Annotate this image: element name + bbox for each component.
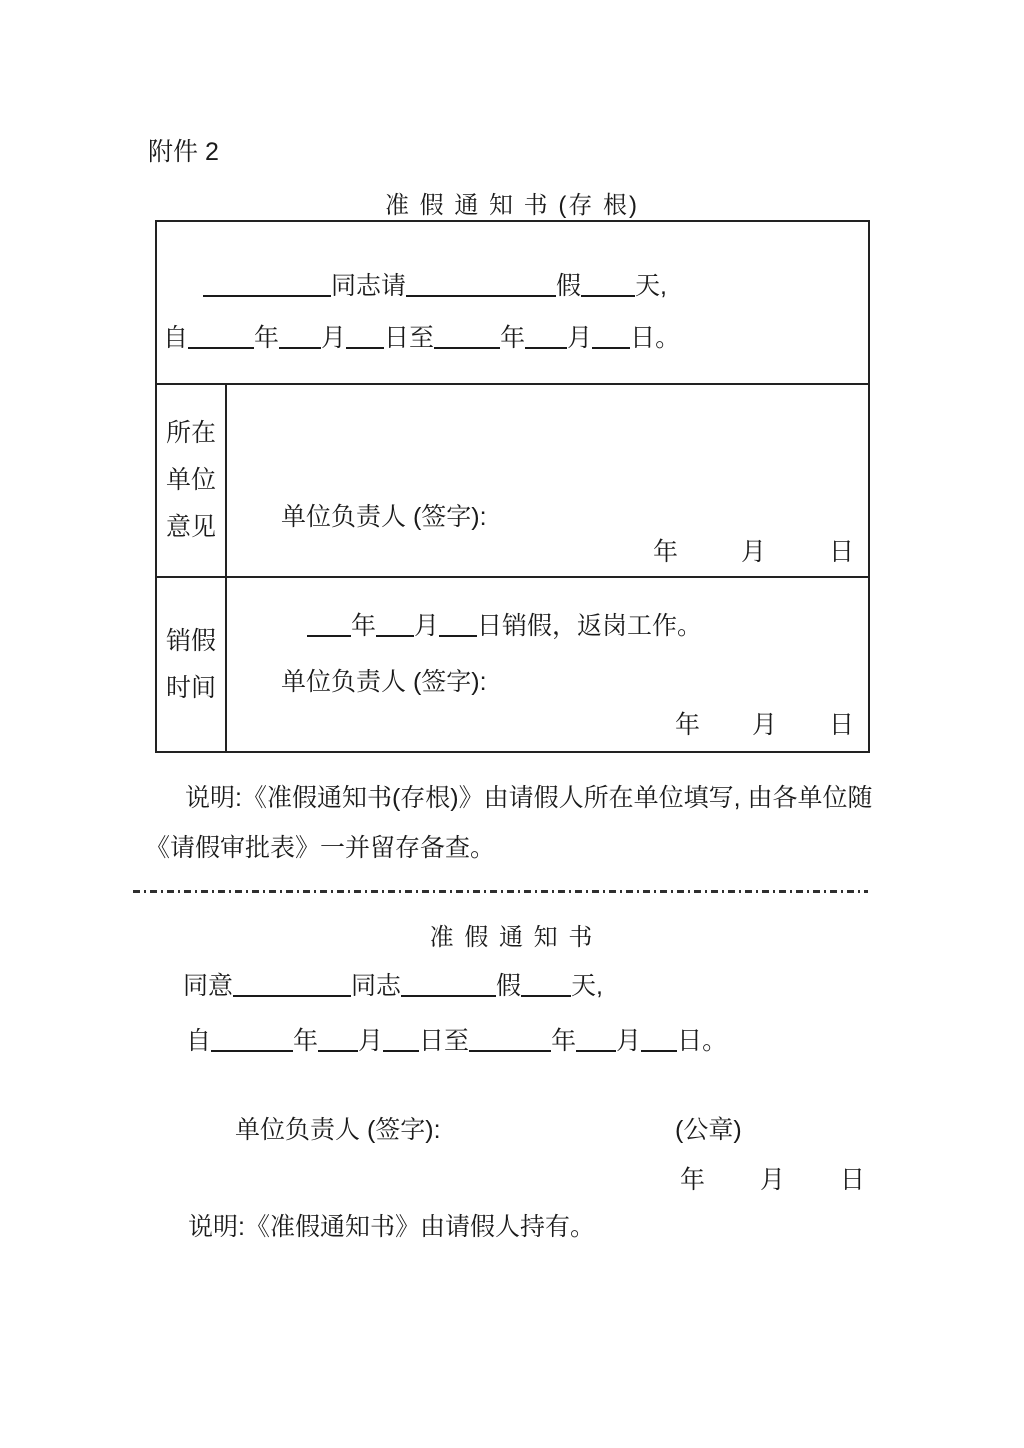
month-text: 月 <box>740 538 766 566</box>
return-time-label <box>157 578 227 751</box>
agree-text: 同意 <box>183 972 234 1000</box>
seal-label: (公章) <box>675 1116 742 1144</box>
blank-year-field <box>434 345 500 349</box>
request-row <box>157 222 868 385</box>
label-line: 意见 <box>165 513 216 541</box>
year-text: 年 <box>500 324 526 352</box>
day-end-text: 日。 <box>630 324 681 352</box>
day-text: 日 <box>828 711 854 739</box>
year-text: 年 <box>680 1166 706 1194</box>
blank-year-field <box>469 1048 551 1052</box>
blank-month-field <box>318 1048 358 1052</box>
attachment-label: 附件 2 <box>148 138 219 166</box>
date-line <box>653 532 854 568</box>
blank-year-field <box>188 345 254 349</box>
day-to-text: 日至 <box>419 1027 470 1055</box>
unit-opinion-label <box>157 385 227 576</box>
blank-leave-type-field <box>401 993 496 997</box>
year-text: 年 <box>351 612 377 640</box>
blank-year-field <box>307 633 351 637</box>
notice-title: 准 假 通 知 书 <box>429 924 595 951</box>
blank-day-field <box>641 1048 677 1052</box>
approve-line <box>183 966 603 1002</box>
days-text: 天, <box>635 272 667 300</box>
day-to-text: 日至 <box>384 324 435 352</box>
year-text: 年 <box>293 1027 319 1055</box>
month-text: 月 <box>751 711 777 739</box>
return-work-text: 日销假，返岗工作。 <box>477 612 703 640</box>
blank-year-field <box>211 1048 293 1052</box>
from-text: 自 <box>186 1027 212 1055</box>
year-text: 年 <box>254 324 280 352</box>
cut-line-divider <box>133 890 868 893</box>
request-line <box>203 266 667 302</box>
blank-days-field <box>521 993 571 997</box>
signer-label: 单位负责人 (签字): <box>281 503 487 531</box>
blank-day-field <box>346 345 384 349</box>
blank-day-field <box>592 345 630 349</box>
year-text: 年 <box>652 538 678 566</box>
day-end-text: 日。 <box>677 1027 728 1055</box>
blank-leave-type-field <box>406 293 556 297</box>
blank-name-field <box>233 993 351 997</box>
period-line <box>163 318 680 354</box>
blank-day-field <box>383 1048 419 1052</box>
month-text: 月 <box>414 612 440 640</box>
day-text: 日 <box>828 538 854 566</box>
month-text: 月 <box>616 1027 642 1055</box>
signer-label: 单位负责人 (签字): <box>235 1116 441 1144</box>
stub-table <box>155 220 870 753</box>
period-line <box>186 1021 727 1057</box>
return-time-row <box>157 578 868 751</box>
leave-text: 假 <box>496 972 522 1000</box>
blank-month-field <box>376 633 414 637</box>
leave-text: 假 <box>556 272 582 300</box>
comrade-text: 同志 <box>351 972 402 1000</box>
label-line: 所在 <box>165 419 216 447</box>
month-text: 月 <box>567 324 593 352</box>
blank-month-field <box>576 1048 616 1052</box>
return-time-cell <box>227 578 868 751</box>
label-line: 销假 <box>165 626 216 655</box>
from-text: 自 <box>163 324 189 352</box>
notice-note: 说明:《准假通知书》由请假人持有。 <box>188 1213 595 1241</box>
day-text: 日 <box>840 1166 866 1194</box>
date-line <box>675 705 854 741</box>
month-text: 月 <box>358 1027 384 1055</box>
comrade-request-text: 同志请 <box>331 272 407 300</box>
blank-name-field <box>203 293 331 297</box>
label-line: 单位 <box>165 466 216 494</box>
note-line-1: 说明:《准假通知书(存根)》由请假人所在单位填写, 由各单位随 <box>185 784 873 812</box>
date-line <box>680 1160 865 1196</box>
blank-days-field <box>581 293 635 297</box>
return-line <box>307 606 702 642</box>
blank-month-field <box>279 345 321 349</box>
stub-title: 准 假 通 知 书 (存 根) <box>385 192 639 219</box>
label-line: 时间 <box>165 673 216 702</box>
year-text: 年 <box>674 711 700 739</box>
month-text: 月 <box>321 324 347 352</box>
year-text: 年 <box>551 1027 577 1055</box>
stub-note <box>145 773 887 873</box>
days-text: 天, <box>571 972 603 1000</box>
signer-label: 单位负责人 (签字): <box>281 668 487 696</box>
note-line-2: 《请假审批表》一并留存备查。 <box>145 834 496 862</box>
month-text: 月 <box>760 1166 786 1194</box>
blank-day-field <box>439 633 477 637</box>
unit-opinion-row <box>157 385 868 578</box>
unit-opinion-cell <box>227 385 868 576</box>
blank-month-field <box>525 345 567 349</box>
